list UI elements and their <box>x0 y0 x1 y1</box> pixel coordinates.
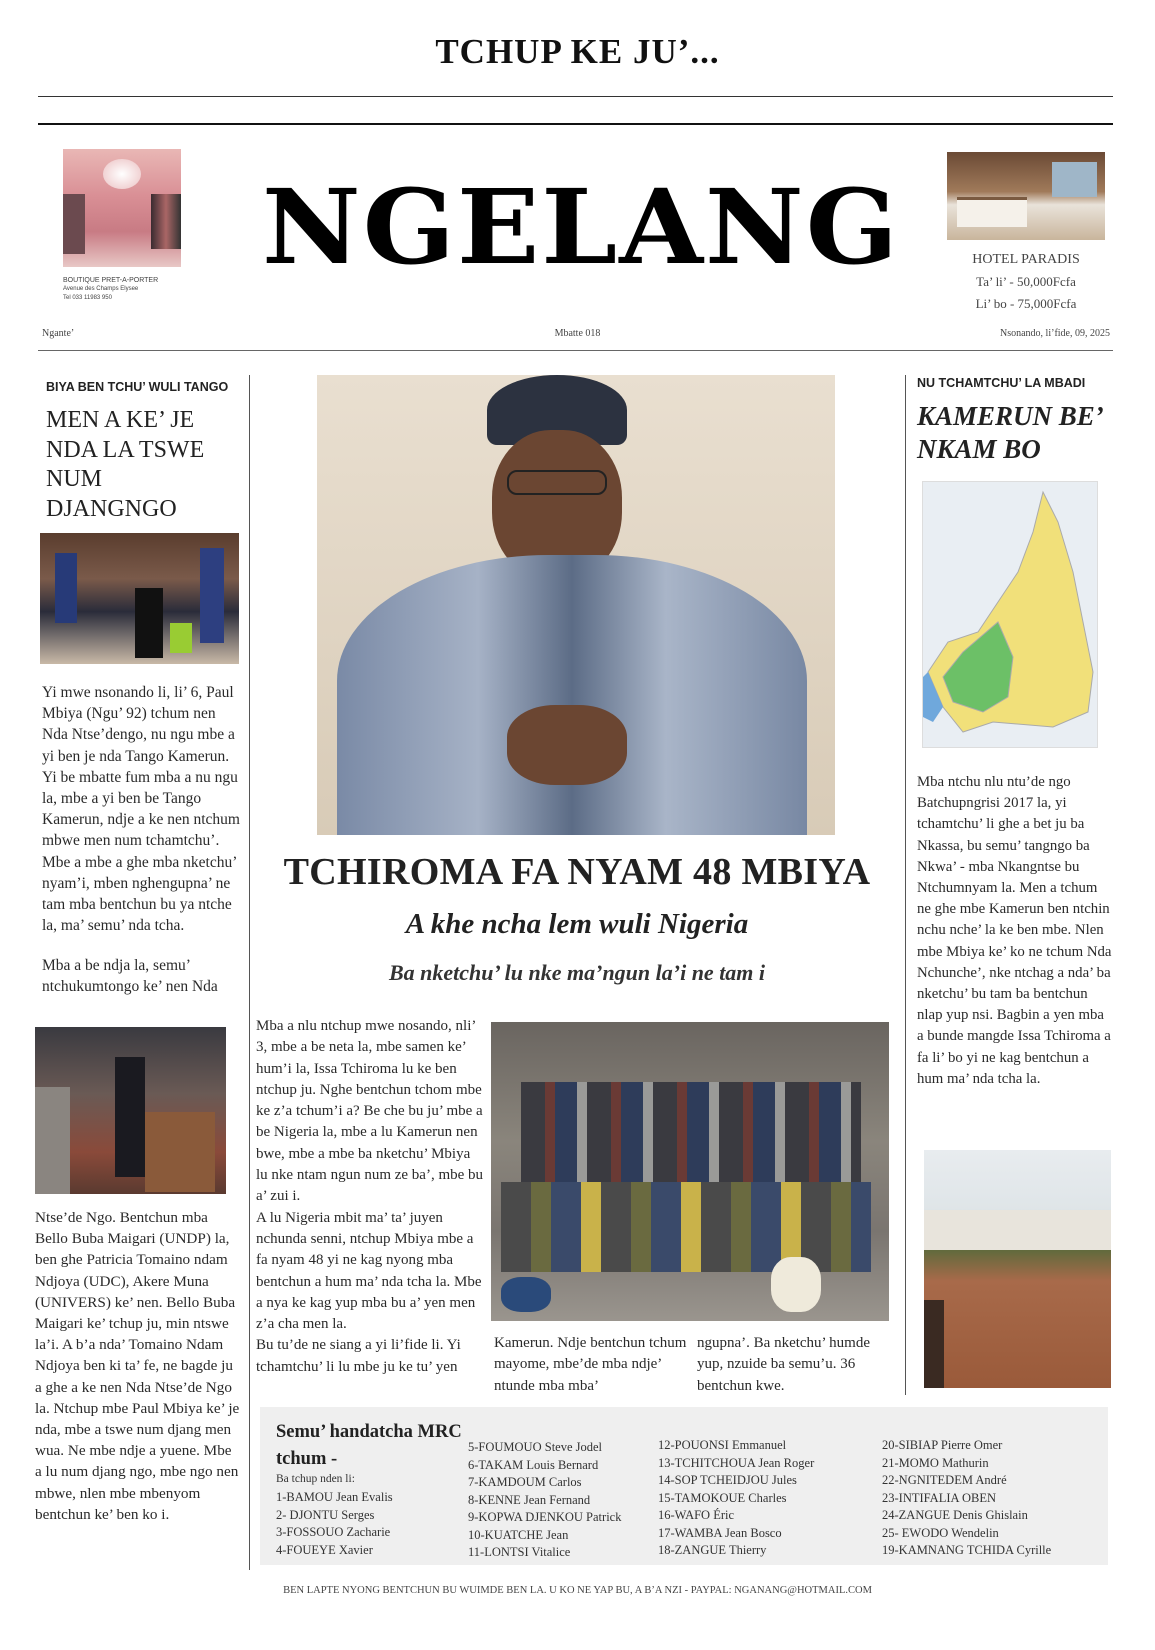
boutique-ad-address: Avenue des Champs Elysee <box>63 286 139 292</box>
name-item: 25- EWODO Wendelin <box>882 1525 999 1540</box>
name-item: 4-FOUEYE Xavier <box>276 1542 373 1557</box>
name-item: 11-LONTSI Vitalice <box>468 1545 571 1559</box>
hotel-ad-price-1: Ta’ li’ - 50,000Fcfa <box>976 274 1076 289</box>
name-item: 22-NGNITEDEM André <box>882 1473 1007 1487</box>
names-box <box>260 1407 1108 1565</box>
name-item: 9-KOPWA DJENKOU Patrick <box>468 1510 622 1524</box>
hotel-ad-price-2: Li’ bo - 75,000Fcfa <box>975 296 1077 311</box>
dateline-left: Ngante’ <box>42 328 75 339</box>
left-kicker: BIYA BEN TCHU’ WULI TANGO <box>46 380 229 394</box>
name-item: 12-POUONSI Emmanuel <box>658 1438 787 1452</box>
name-item: 5-FOUMOUO Steve Jodel <box>468 1440 603 1454</box>
right-headline: KAMERUN BE’ NKAM BO <box>917 401 1102 464</box>
main-headline: TCHIROMA FA NYAM 48 MBIYA <box>283 851 871 893</box>
right-kicker: NU TCHAMTCHU’ LA MBADI <box>917 376 1086 390</box>
name-item: 6-TAKAM Louis Bernard <box>468 1457 599 1472</box>
hotel-ad-title: HOTEL PARADIS <box>972 252 1080 267</box>
name-item: 19-KAMNANG TCHIDA Cyrille <box>882 1543 1052 1557</box>
main-article-col-1 <box>256 1016 484 1378</box>
dateline-issue: Mbatte 018 <box>554 328 601 339</box>
name-item: 14-SOP TCHEIDJOU Jules <box>658 1473 797 1487</box>
left-headline: MEN A KE’ JE NDA LA TSWE NUM DJANGNGO <box>46 407 205 522</box>
name-item: 13-TCHITCHOUA Jean Roger <box>658 1455 815 1470</box>
names-box-subtitle: Ba tchup nden li: <box>276 1473 355 1485</box>
name-item: 23-INTIFALIA OBEN <box>882 1490 996 1505</box>
tchiroma-photo <box>317 375 835 835</box>
name-item: 24-ZANGUE Denis Ghislain <box>882 1508 1028 1522</box>
main-subhead: A khe ncha lem wuli Nigeria <box>405 908 749 940</box>
main-deck: Ba nketchu’ lu nke ma’ngun la’i ne tam i <box>388 960 766 985</box>
name-item: 18-ZANGUE Thierry <box>658 1543 767 1557</box>
name-item: 7-KAMDOUM Carlos <box>468 1475 582 1489</box>
name-item: 21-MOMO Mathurin <box>882 1455 989 1470</box>
name-item: 15-TAMOKOUE Charles <box>658 1490 787 1505</box>
name-item: 16-WAFO Éric <box>658 1508 735 1522</box>
name-item: 8-KENNE Jean Fernand <box>468 1492 591 1507</box>
main-article-paragraph: Mba a nlu ntchup mwe nosando, nli’ 3, mbe a be neta la, mbe samen ke’ hum’i la, Issa Tchiroma lu ke ben ntchup ju. Nghe bentchun tchom mbe ke z’a tchum’i a? Be che bu ju’ mbe a be Nigeria la, mbe a lu Kamerun nen bwe, mbe a mbe ba nketchu’ Mbiya lu nke ntam ngun num ze ba’, mbe bu a’ zui i. <box>256 1018 484 1205</box>
detainees-photo <box>491 1022 889 1321</box>
name-item: 10-KUATCHE Jean <box>468 1527 569 1542</box>
column-rule <box>905 375 906 1395</box>
left-article-text-2: Mba a be ndja la, semu’ ntchukumtongo ke’ nen Nda <box>42 957 218 996</box>
cameroon-map <box>922 481 1098 748</box>
left-article-text-3: Ntse’de Ngo. Bentchun mba Bello Buba Maigari (UNDP) la, ben ghe Patricia Tomaino ndam Ndjoya (UDC), Akere Muna (UNIVERS) ke’ nen. Bello Buba Maigari ke’ tchup ju, min ntswe la’i. A b’a nda’ Tomaino Ndam Ndjoya ben ki ta’ fe, ne bagde ju a ghe a ke nen Nda Ntse’de Ngo la. Ntchup mbe Paul Mbiya ke’ je nda, mbe a tswe num djang men wua. Ne mbe ndje a yuene. Mbe a lu num djang ngo, mbe ngo nen mbwe, nlen mbe mbenyom bentchun ke’ ben ko i. <box>35 1209 240 1523</box>
speaker-photo <box>35 1027 226 1194</box>
divider <box>38 96 1113 97</box>
main-article-paragraph: A lu Nigeria mbit ma’ ta’ juyen nchunda senni, ntchup Mbiya mbe a fa nyam 48 yi ne kag nyong mba bentchun a hum ma’ nda tcha la. Mbe a nya ke kag yup mba bu a’ yen men z’a cha men la. <box>256 1209 482 1333</box>
top-title: TCHUP KE JU’... <box>435 32 720 71</box>
masthead: NGELANG <box>262 168 900 288</box>
dateline-date: Nsonando, li’fide, 09, 2025 <box>1000 328 1110 339</box>
names-box-title: Semu’ handatcha MRC tchum - <box>276 1422 462 1469</box>
hotel-ad-image <box>947 152 1105 240</box>
column-rule <box>249 375 250 1570</box>
main-article-paragraph: Bu tu’de ne siang a yi li’fide li. Yi tchamtchu’ li lu mbe ju ke tu’ yen <box>256 1337 461 1375</box>
name-item: 17-WAMBA Jean Bosco <box>658 1525 782 1540</box>
boutique-ad-title: BOUTIQUE PRET-A-PORTER <box>63 277 159 284</box>
parliament-photo <box>40 533 239 664</box>
main-article-col-2: Kamerun. Ndje bentchun tchum mayome, mbe’de mba ndje’ ntunde mba mba’ <box>494 1335 687 1394</box>
campus-photo <box>924 1150 1111 1388</box>
divider <box>38 350 1113 351</box>
boutique-ad-phone: Tel 033 11983 950 <box>63 295 112 301</box>
map-icon <box>923 482 1098 748</box>
footer-note: BEN LAPTE NYONG BENTCHUN BU WUIMDE BEN LA. U KO NE YAP BU, A B’A NZI - PAYPAL: NGANANG@HOTMAIL.COM <box>283 1585 872 1596</box>
boutique-ad-image <box>63 149 181 267</box>
name-item: 2- DJONTU Serges <box>276 1507 375 1522</box>
divider <box>38 123 1113 125</box>
main-article-col-3: ngupna’. Ba nketchu’ humde yup, nzuide ba semu’u. 36 bentchun kwe. <box>697 1335 871 1394</box>
name-item: 1-BAMOU Jean Evalis <box>276 1490 393 1504</box>
right-article-text: Mba ntchu nlu ntu’de ngo Batchupngrisi 2017 la, yi tchamtchu’ li ghe a bet ju ba Nkassa, bu semu’ tangngo ba Nkwa’ - mba Nkangntse bu Ntchumnyam la. Men a tchum ne ghe mbe Kamerun ben ntchin nchu nche’ la ke ben mbe. Nlen mbe Mbiya ke’ ko ne tchum Nda Nchunche’, nke ntchag a nda’ ba nketchu’ bu tam ba bentchun nlap yup nsi. Bagbin a yen mba a bunde mangde Issa Tchiroma a fa li’ bo yi ne kag bentchun a hum ma’ nda tcha la. <box>917 774 1112 1087</box>
name-item: 3-FOSSOUO Zacharie <box>276 1525 391 1539</box>
name-item: 20-SIBIAP Pierre Omer <box>882 1438 1003 1452</box>
left-article-text: Yi mwe nsonando li, li’ 6, Paul Mbiya (Ngu’ 92) tchum nen Nda Ntse’dengo, nu ngu mbe a yi ben je nda Tango Kamerun. Yi be mbatte fum mba a nu ngu la, mbe a yi ben be Tango Kamerun, ndje a ke nen ntchum mbwe men num tchamtchu’. Mbe a mbe a ghe mba nketchu’ nyam’i, mben nghengupna’ ne tam mba bentchun bu ya ntche la, ma’ semu’ nda tcha. <box>42 684 240 935</box>
